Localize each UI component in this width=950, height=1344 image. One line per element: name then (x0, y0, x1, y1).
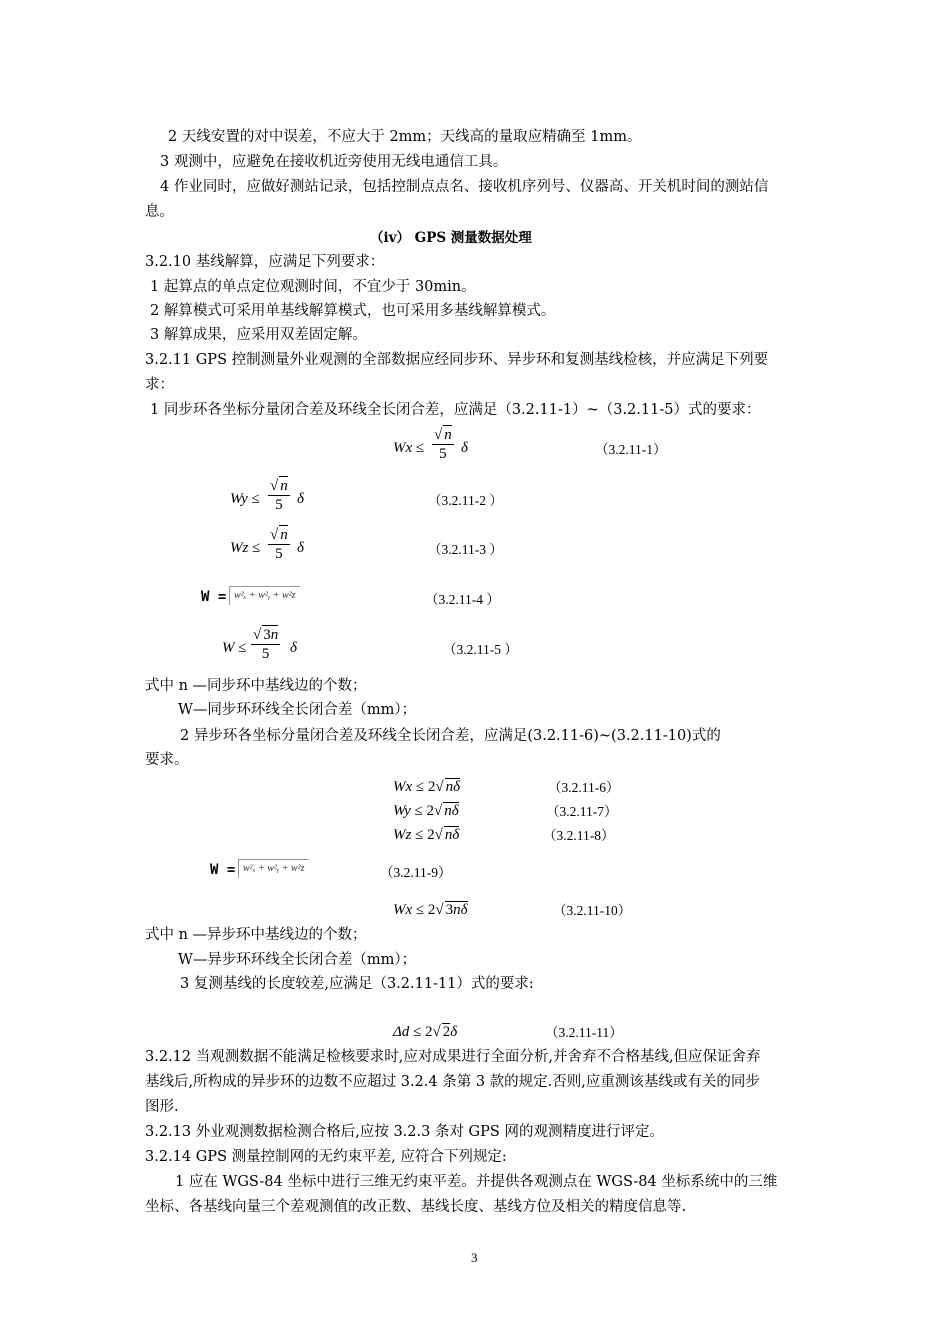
equation-lhs: Wx ≤ 2√ nδ (393, 779, 461, 795)
text-line: 图形. (145, 1099, 179, 1115)
text-line: 4 作业同时，应做好测站记录，包括控制点点名、接收机序列号、仪器高、开关机时间的测站信 (160, 179, 769, 195)
delta-symbol: δ (297, 491, 304, 507)
where-clause: 式中 n —同步环中基线边的个数； (145, 678, 367, 694)
equation-lhs: Wx ≤ 2√ 3nδ (393, 902, 468, 918)
clause-3-2-13: 3.2.13 外业观测数据检测合格后,应按 3.2.3 条对 GPS 网的观测精度进行评定。 (145, 1124, 664, 1140)
delta-symbol: δ (461, 440, 468, 456)
text-line: 要求。 (145, 752, 189, 768)
equation-fraction: $\frac{√ n}{5}$ (270, 478, 288, 513)
equation-number: （3.2.11-2 ） (428, 493, 503, 508)
equation-lhs: W ≤ (222, 640, 247, 656)
clause-3-2-14: 3.2.14 GPS 测量控制网的无约束平差, 应符合下列规定: (145, 1149, 507, 1165)
delta-symbol: δ (297, 540, 304, 556)
text-line: 2 天线安置的对中误差，不应大于 2mm；天线高的量取应精确至 1mm。 (168, 129, 642, 145)
equation-number: （3.2.11-7） (546, 804, 618, 819)
text-line: 坐标、各基线向量三个差观测值的改正数、基线长度、基线方位及相关的精度信息等. (145, 1199, 687, 1215)
equation-lhs: Wy ≤ (230, 491, 260, 507)
equation-fraction: $\frac{√ n}{5}$ (270, 527, 288, 562)
equation-lhs: Δd ≤ 2√ 2δ (393, 1024, 458, 1040)
equation-number: （3.2.11-10） (553, 903, 632, 918)
section-heading: （iv） GPS 测量数据处理 (370, 230, 532, 246)
equation-lhs: Wx ≤ (393, 440, 425, 456)
text-line: 2 异步环各坐标分量闭合差及环线全长闭合差，应满足(3.2.11-6)~(3.2.11-10)式的 (180, 728, 721, 744)
equation-number: （3.2.11-4 ） (425, 592, 500, 607)
equation-lhs: Wy ≤ 2√ nδ (393, 803, 459, 819)
text-line: 1 起算点的单点定位观测时间，不宜少于 30min。 (150, 279, 476, 295)
equation-lhs: Wz ≤ (230, 540, 261, 556)
equation-number: （3.2.11-9） (380, 865, 452, 880)
where-clause: W—异步环环线全长闭合差（mm）； (178, 952, 417, 968)
equation-lhs: W = (201, 589, 227, 605)
text-line: 1 同步环各坐标分量闭合差及环线全长闭合差，应满足（3.2.11-1）~（3.2.11-5）式的要求： (150, 402, 761, 418)
equation-number: （3.2.11-3 ） (428, 542, 503, 557)
equation-number: （3.2.11-8） (543, 828, 615, 843)
text-line: 3 复测基线的长度较差,应满足（3.2.11-11）式的要求: (180, 976, 534, 992)
clause-3-2-11: 3.2.11 GPS 控制测量外业观测的全部数据应经同步环、异步环和复测基线检核，并应满足下列要 (145, 352, 769, 368)
equation-number: （3.2.11-5 ） (443, 642, 518, 657)
equation-radicand: w²ₓ + w²ᵧ + w²z (229, 586, 300, 605)
clause-3-2-12: 3.2.12 当观测数据不能满足检核要求时,应对成果进行全面分析,并舍弃不合格基线,但应保证舍弃 (145, 1049, 761, 1065)
text-line: 息。 (145, 204, 174, 220)
page-number: 3 (471, 1250, 478, 1265)
text-line: 2 解算模式可采用单基线解算模式，也可采用多基线解算模式。 (150, 303, 556, 319)
text-line: 3 解算成果，应采用双差固定解。 (150, 327, 367, 343)
equation-lhs: Wz ≤ 2√ nδ (393, 827, 460, 843)
equation-radicand: w²ₓ + w²ᵧ + w²z (238, 859, 309, 878)
text-line: 求： (145, 377, 174, 393)
equation-lhs: W = (210, 862, 236, 878)
text-line: 1 应在 WGS-84 坐标中进行三维无约束平差。并提供各观测点在 WGS-84 坐标系统中的三维 (175, 1174, 778, 1190)
equation-fraction: $\frac{√ n}{5}$ (434, 427, 452, 462)
where-clause: 式中 n —异步环中基线边的个数； (145, 927, 367, 943)
equation-number: （3.2.11-1） (595, 442, 667, 457)
equation-number: （3.2.11-11） (545, 1025, 623, 1040)
delta-symbol: δ (290, 640, 297, 656)
clause-3-2-10: 3.2.10 基线解算，应满足下列要求： (145, 254, 385, 270)
equation-number: （3.2.11-6） (548, 780, 620, 795)
text-line: 基线后,所构成的异步环的边数不应超过 3.2.4 条第 3 款的规定.否则,应重测该基线或有关的同步 (145, 1074, 760, 1090)
text-line: 3 观测中，应避免在接收机近旁使用无线电通信工具。 (160, 154, 508, 170)
where-clause: W—同步环环线全长闭合差（mm）； (178, 702, 417, 718)
equation-fraction: $\frac{√ 3n}{5}$ (253, 627, 279, 662)
